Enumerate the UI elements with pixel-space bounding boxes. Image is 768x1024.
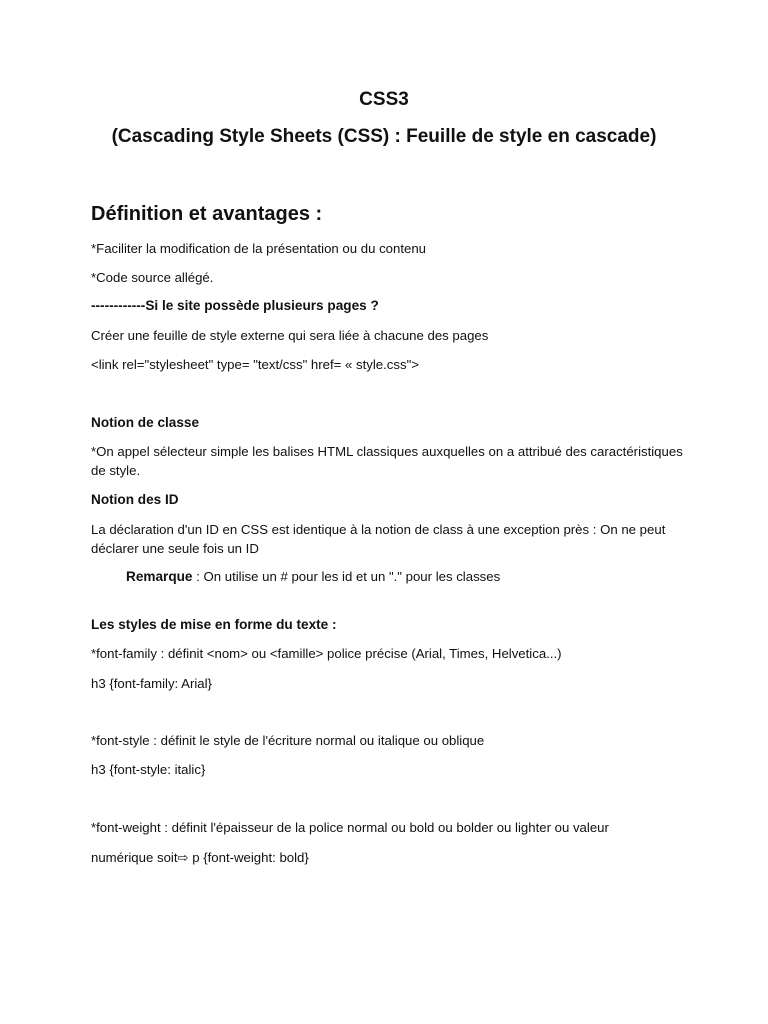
multi-pages-heading: ------------Si le site possède plusieurs pages ? <box>91 298 379 313</box>
remark-line <box>126 568 500 586</box>
document-title: CSS3 <box>359 89 409 110</box>
advantage-item: *Faciliter la modification de la présentation ou du contenu <box>91 241 427 256</box>
font-style-example: h3 {font-style: italic} <box>91 762 206 777</box>
remark-text: : On utilise un # pour les id et un "." pour les classes <box>192 569 501 584</box>
font-weight-example: numérique soit⇨ p {font-weight: bold} <box>91 850 309 865</box>
text-styles-heading: Les styles de mise en forme du texte : <box>91 617 337 632</box>
class-paragraph: *On appel sélecteur simple les balises HTML classiques auxquelles on a attribué des caractéristiques de style. <box>91 444 683 478</box>
id-heading: Notion des ID <box>91 492 179 507</box>
font-weight-definition: *font-weight : définit l'épaisseur de la police normal ou bold ou bolder ou lighter ou valeur <box>91 820 609 835</box>
multi-pages-text: Créer une feuille de style externe qui sera liée à chacune des pages <box>91 328 489 343</box>
document-subtitle: (Cascading Style Sheets (CSS) : Feuille de style en cascade) <box>111 126 657 147</box>
remark-label: Remarque <box>126 569 193 584</box>
id-paragraph: La déclaration d'un ID en CSS est identique à la notion de class à une exception près : On ne peut déclarer une seule fois un ID <box>91 522 666 556</box>
class-heading: Notion de classe <box>91 415 200 430</box>
advantage-item: *Code source allégé. <box>91 270 214 285</box>
link-code-example: <link rel="stylesheet" type= "text/css" href= « style.css"> <box>91 357 419 372</box>
section-heading-definition: Définition et avantages : <box>91 203 323 225</box>
font-family-definition: *font-family : définit <nom> ou <famille> police précise (Arial, Times, Helvetica...) <box>91 646 562 661</box>
font-family-example: h3 {font-family: Arial} <box>91 676 212 691</box>
font-style-definition: *font-style : définit le style de l'écriture normal ou italique ou oblique <box>91 733 485 748</box>
